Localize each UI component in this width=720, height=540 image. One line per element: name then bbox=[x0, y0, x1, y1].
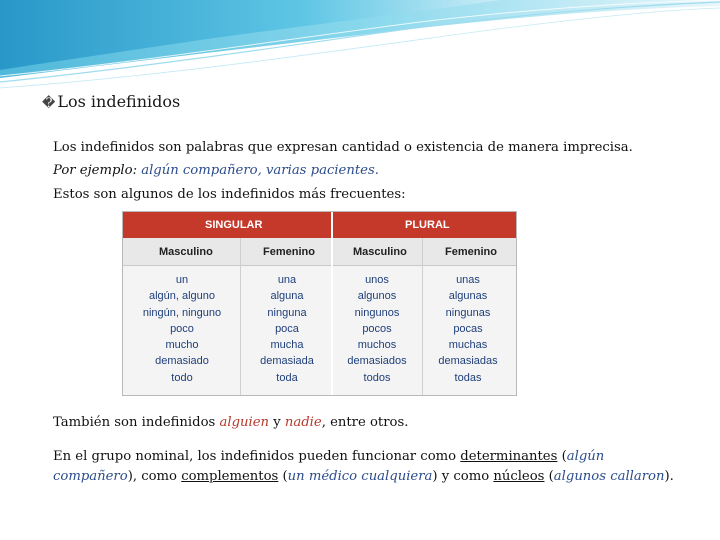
table-cell: algunos bbox=[357, 290, 397, 303]
header-fem-plural: Femenino bbox=[445, 246, 497, 258]
table-cell: pocos bbox=[362, 322, 392, 335]
table-cell: mucho bbox=[165, 339, 199, 352]
table-cell: ningunos bbox=[354, 306, 400, 319]
indefinidos-table bbox=[122, 211, 517, 396]
functions-paragraph bbox=[53, 447, 683, 486]
functions-text: En el grupo nominal, los indefinidos pueden funcionar como bbox=[53, 449, 461, 464]
column-masc-plural bbox=[329, 272, 425, 386]
term-determinantes: determinantes bbox=[460, 449, 558, 464]
table-cell: ningún, ninguno bbox=[142, 306, 222, 319]
example-nucleo: algunos callaron bbox=[553, 468, 665, 484]
table-cell: todos bbox=[363, 371, 391, 384]
also-mid: y bbox=[269, 415, 285, 430]
table-cell: muchos bbox=[357, 339, 397, 352]
term-complementos: complementos bbox=[181, 468, 279, 484]
column-fem-plural bbox=[420, 272, 516, 386]
term-nucleos: núcleos bbox=[493, 468, 545, 484]
functions-text: ( bbox=[278, 468, 288, 484]
table-cell: ninguna bbox=[267, 306, 307, 319]
example-prefix: Por ejemplo: bbox=[53, 163, 142, 178]
table-cell: algunas bbox=[448, 290, 488, 303]
table-cell: todas bbox=[454, 371, 482, 384]
functions-text: ), como bbox=[127, 468, 182, 484]
table-cell: poco bbox=[170, 322, 194, 335]
group-plural: PLURAL bbox=[405, 219, 450, 231]
table-cell: ningunas bbox=[445, 306, 491, 319]
also-prefix: También son indefinidos bbox=[53, 415, 220, 430]
intro-table-text: Estos son algunos de los indefinidos más frecuentes: bbox=[53, 187, 406, 202]
table-cell: demasiado bbox=[155, 355, 209, 368]
example-nadie: nadie bbox=[284, 415, 322, 430]
also-indefinidos-text bbox=[53, 413, 683, 432]
table-cell: toda bbox=[276, 371, 298, 384]
table-cell: todo bbox=[171, 371, 193, 384]
table-cell: pocas bbox=[453, 322, 483, 335]
group-singular: SINGULAR bbox=[205, 219, 263, 231]
table-cell: demasiada bbox=[260, 355, 314, 368]
table-gender-header bbox=[123, 238, 516, 266]
also-suffix: , entre otros. bbox=[321, 415, 409, 430]
example-alguien: alguien bbox=[219, 415, 270, 430]
table-cell: demasiadas bbox=[438, 355, 498, 368]
bullet-glyph-icon: � bbox=[42, 96, 56, 111]
example-complemento: un médico cualquiera bbox=[287, 468, 433, 484]
table-cell: muchas bbox=[448, 339, 488, 352]
table-group-header bbox=[123, 212, 516, 238]
functions-text: ). bbox=[664, 468, 674, 484]
table-cell: algún, alguno bbox=[148, 290, 216, 303]
header-masc-singular: Masculino bbox=[159, 246, 213, 258]
table-cell: unas bbox=[456, 274, 480, 286]
slide-title bbox=[42, 92, 180, 111]
example-line bbox=[53, 161, 683, 180]
table-cell: una bbox=[277, 274, 297, 286]
table-cell: alguna bbox=[270, 290, 304, 303]
slide-title-text: Los indefinidos bbox=[57, 92, 181, 111]
header-fem-singular: Femenino bbox=[263, 246, 315, 258]
table-cell: poca bbox=[275, 322, 299, 335]
group-divider bbox=[331, 212, 333, 238]
example-determinante: algún compañero bbox=[53, 449, 605, 484]
column-masc-singular bbox=[134, 272, 230, 386]
column-fem-singular bbox=[239, 272, 335, 386]
functions-text: ( bbox=[557, 449, 567, 464]
table-cell: un bbox=[175, 274, 189, 286]
example-words: algún compañero, varias pacientes. bbox=[141, 163, 379, 178]
definition-text: Los indefinidos son palabras que expresan cantidad o existencia de manera imprecisa. bbox=[53, 140, 633, 155]
functions-text: ) y como bbox=[432, 468, 494, 484]
functions-text: ( bbox=[544, 468, 554, 484]
table-cell: mucha bbox=[270, 339, 304, 352]
header-masc-plural: Masculino bbox=[353, 246, 407, 258]
header-wave-decoration bbox=[0, 0, 720, 90]
table-cell: demasiados bbox=[347, 355, 407, 368]
table-cell: unos bbox=[365, 274, 389, 286]
